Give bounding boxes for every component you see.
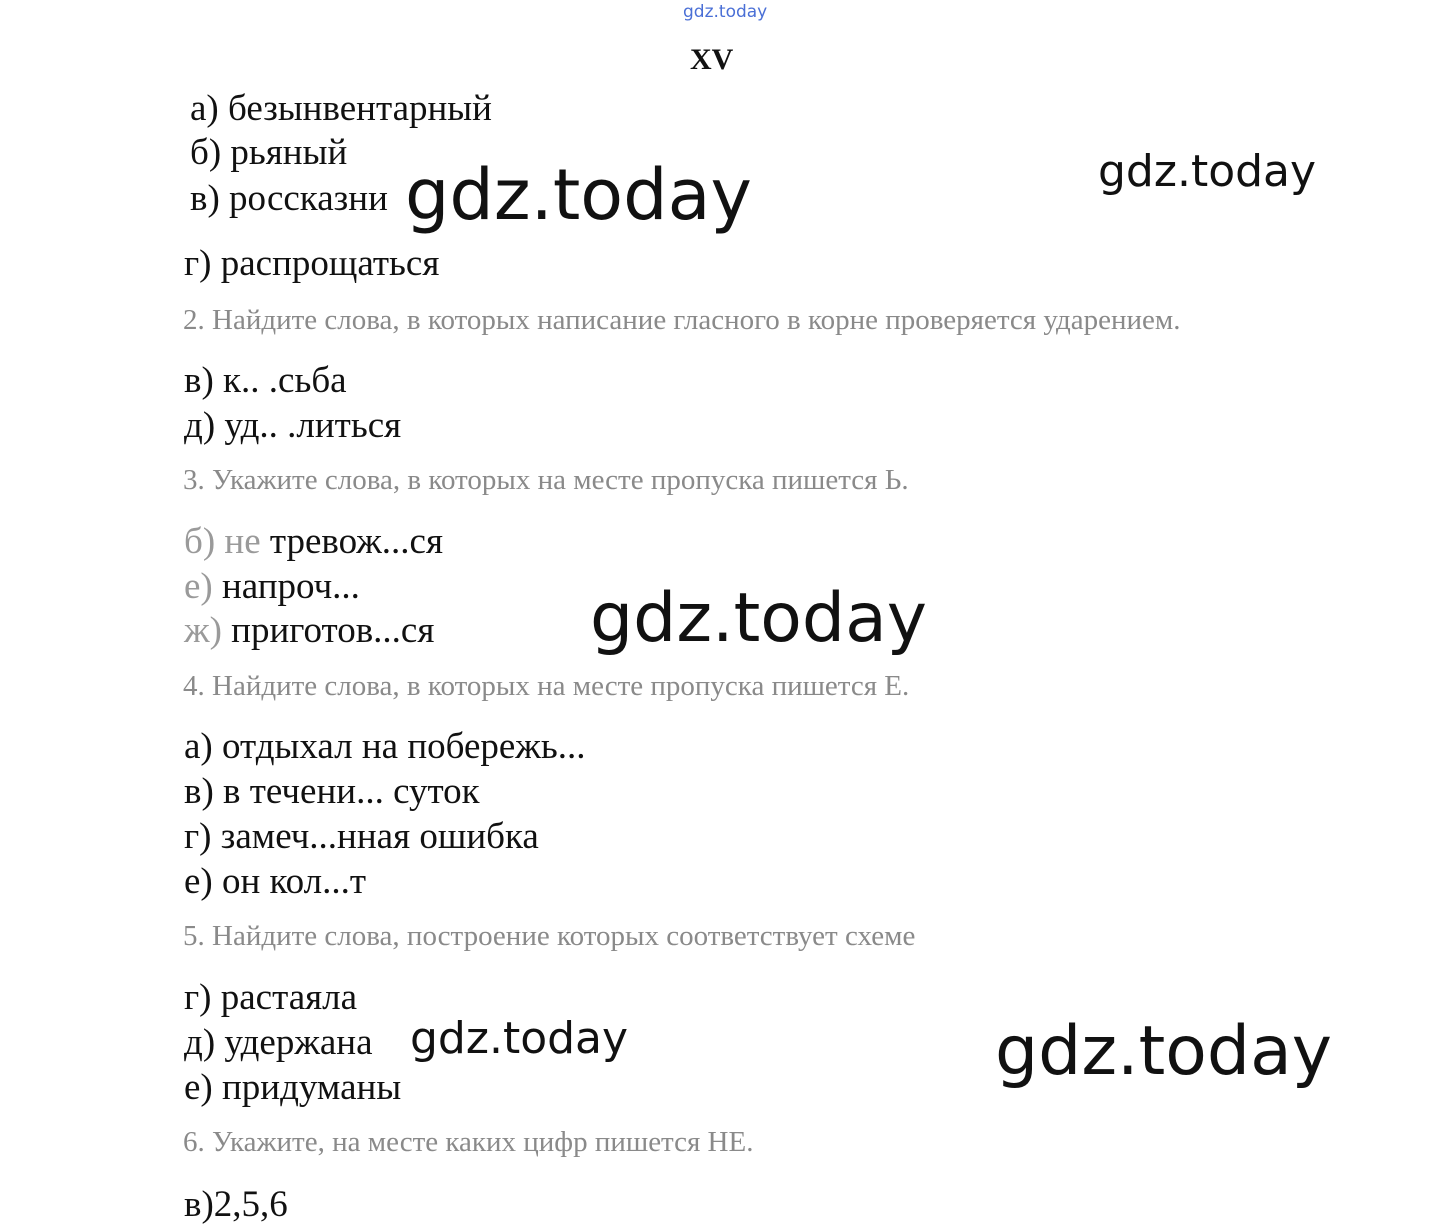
answer-item: г) замеч...нная ошибка (184, 816, 539, 857)
answer-item: е) придуманы (184, 1067, 402, 1108)
answer-item: е) он кол...т (184, 861, 367, 902)
answer-item: г) растаяла (184, 977, 358, 1018)
question-6: 6. Укажите, на месте каких цифр пишется НЕ. (183, 1126, 754, 1158)
answer-text: тревож...ся (260, 521, 443, 562)
question-4: 4. Найдите слова, в которых на месте пропуска пишется Е. (183, 670, 910, 702)
question-2: 2. Найдите слова, в которых написание гласного в корне проверяется ударением. (183, 304, 1181, 336)
answer-item: г) распрощаться (184, 243, 440, 284)
watermark: gdz.today (1098, 146, 1317, 197)
answer-item (184, 568, 360, 605)
answer-item (184, 523, 443, 560)
watermark: gdz.today (590, 579, 927, 658)
answer-item (184, 612, 434, 649)
answer-item: в)2,5,6 (184, 1184, 288, 1225)
answer-prefix: б) не (184, 521, 261, 562)
answer-item: б) рьяный (190, 132, 348, 173)
answer-item: в) к.. .сьба (184, 360, 347, 401)
answer-item: а) отдыхал на побережь... (184, 726, 586, 767)
answer-item: а) безынвентарный (190, 88, 492, 129)
watermark: gdz.today (405, 154, 752, 236)
answer-item: в) россказни (190, 178, 388, 219)
answer-text: приготов...ся (221, 610, 435, 651)
answer-item: д) уд.. .литься (184, 405, 402, 446)
page-title: XV (690, 43, 734, 76)
answer-text: напроч... (212, 566, 360, 607)
question-5: 5. Найдите слова, построение которых соответствует схеме (183, 920, 916, 952)
answer-item: д) удержана (184, 1022, 373, 1063)
watermark: gdz.today (995, 1012, 1332, 1091)
answer-prefix: е) (184, 566, 213, 607)
watermark: gdz.today (410, 1013, 629, 1064)
answer-item: в) в течени... суток (184, 771, 480, 812)
watermark-top: gdz.today (683, 2, 768, 22)
question-3: 3. Укажите слова, в которых на месте пропуска пишется Ь. (183, 464, 909, 496)
answer-prefix: ж) (184, 610, 222, 651)
